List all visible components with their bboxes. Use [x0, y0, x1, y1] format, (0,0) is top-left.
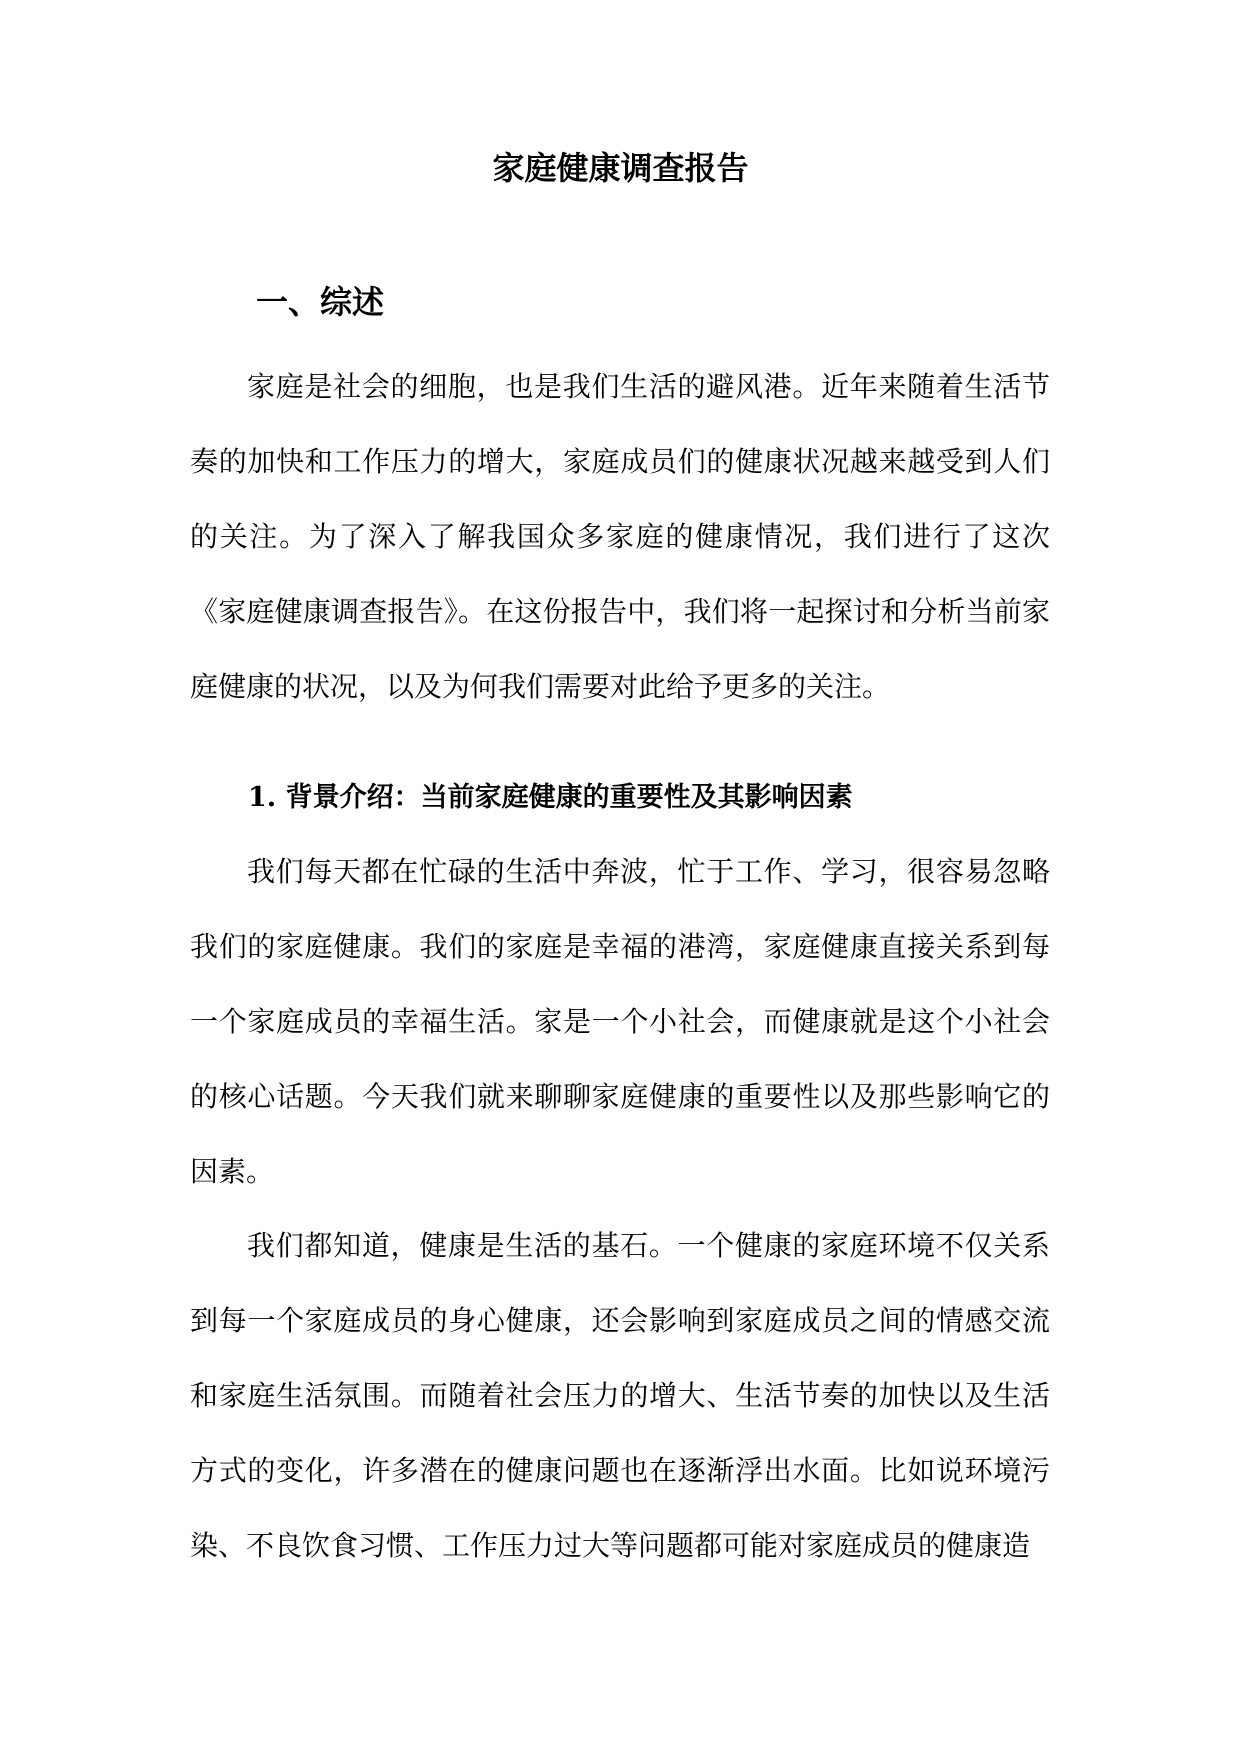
section-heading: 一、综述 [256, 283, 385, 321]
intro-paragraph: 家庭是社会的细胞，也是我们生活的避风港。近年来随着生活节奏的加快和工作压力的增大，家庭成员们的健康状况越来越受到人们的关注。为了深入了解我国众多家庭的健康情况，我们进行了这次《家庭健康调查报告》。在这份报告中，我们将一起探讨和分析当前家庭健康的状况，以及为何我们需要对此给予更多的关注。 [190, 370, 1050, 703]
document-title: 家庭健康调查报告 [492, 149, 749, 187]
background-paragraph: 我们每天都在忙碌的生活中奔波，忙于工作、学习，很容易忽略我们的家庭健康。我们的家庭是幸福的港湾，家庭健康直接关系到每一个家庭成员的幸福生活。家是一个小社会，而健康就是这个小社会的核心话题。今天我们就来聊聊家庭健康的重要性以及那些影响它的因素。 [190, 855, 1050, 1188]
background-paragraph: 我们都知道，健康是生活的基石。一个健康的家庭环境不仅关系到每一个家庭成员的身心健康，还会影响到家庭成员之间的情感交流和家庭生活氛围。而随着社会压力的增大、生活节奏的加快以及生活方式的变化，许多潜在的健康问题也在逐渐浮出水面。比如说环境污染、不良饮食习惯、工作压力过大等问题都可能对家庭成员的健康造 [190, 1229, 1050, 1562]
subsection-heading: 1. 背景介绍：当前家庭健康的重要性及其影响因素 [248, 782, 853, 813]
